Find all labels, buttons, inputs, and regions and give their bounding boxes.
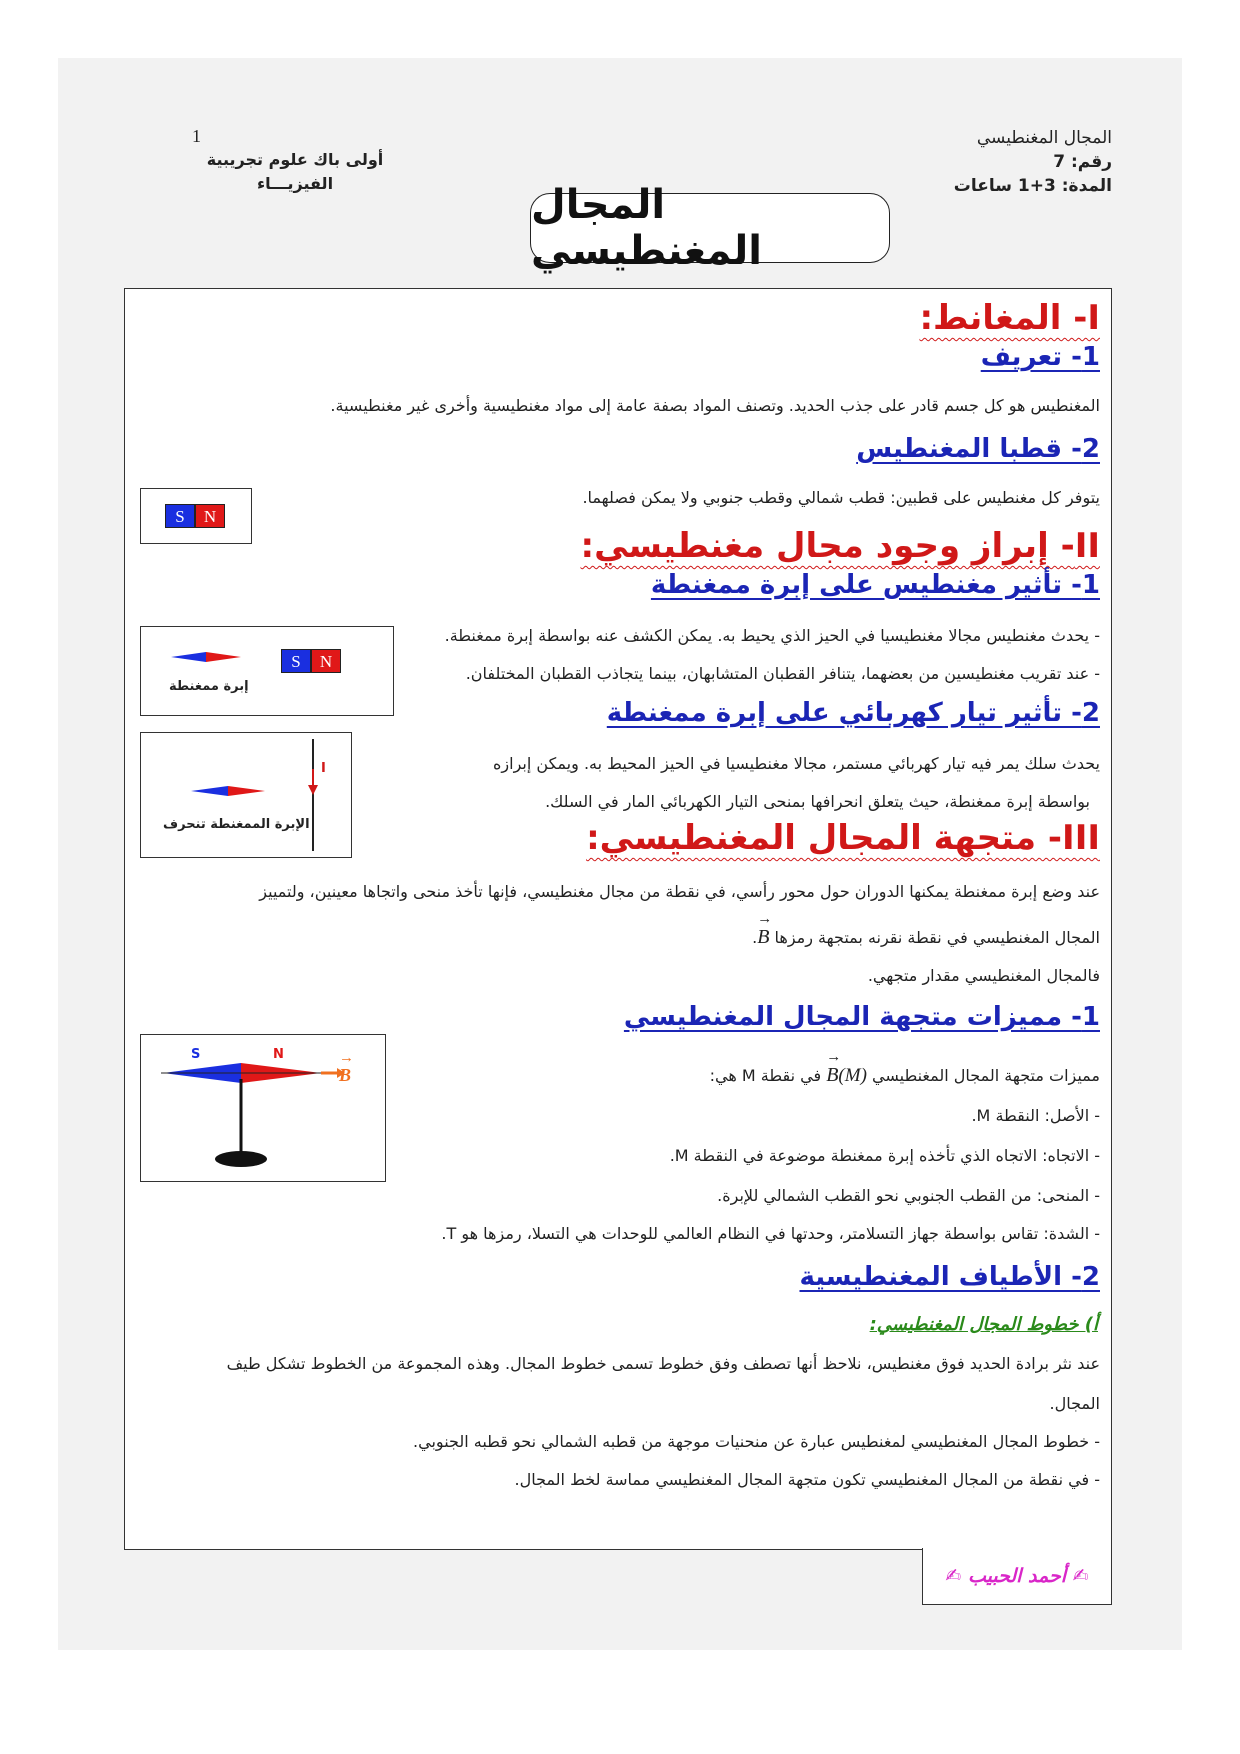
section-2-sub-2: 2- تأثير تيار كهربائي على إبرة ممغنطة	[606, 698, 1100, 728]
field-south-label: S	[191, 1047, 201, 1062]
section-2-paragraph-1: - يحدث مغنطيس مجالا مغنطيسيا في الحيز الذي يحيط به. يمكن الكشف عنه بواسطة إبرة ممغنطة.	[444, 626, 1100, 645]
list-item-sense: - المنحى: من القطب الجنوبي نحو القطب الشمالي للإبرة.	[717, 1186, 1100, 1205]
section-3-sub-2: 2- الأطياف المغنطيسية	[799, 1262, 1100, 1292]
bm-vector-symbol: → B	[826, 1064, 838, 1086]
section-3-sub-2a: أ) خطوط المجال المغنطيسي:	[869, 1314, 1098, 1335]
header-level: أولى باك علوم تجريبية	[206, 150, 384, 169]
list-item-field-lines: - خطوط المجال المغنطيسي لمغنطيس عبارة عن منحنيات موجهة من قطبه الشمالي نحو قطبه الجنوبي.	[413, 1432, 1100, 1451]
bm-vector-arg: (M)	[838, 1065, 867, 1086]
page-number: 1	[192, 126, 201, 146]
page-title: المجال المغنطيسي	[530, 193, 890, 263]
deflect-caption: الإبرة الممغنطة تنحرف	[163, 817, 310, 832]
section-3-heading: III- متجهة المجال المغنطيسي:	[586, 818, 1100, 858]
figure-field-vector	[140, 1034, 386, 1182]
section-3-sub-1: 1- مميزات متجهة المجال المغنطيسي	[623, 1002, 1100, 1032]
header-topic: المجال المغنطيسي	[976, 128, 1112, 148]
needle-fig-north-pole: N	[311, 649, 341, 673]
list-item-direction: - الاتجاه: الاتجاه الذي تأخذه إبرة ممغنطة موضوعة في النقطة M.	[669, 1146, 1100, 1165]
figure-needle-magnet	[140, 626, 394, 716]
b-vector-symbol: → B	[757, 926, 769, 948]
author-signature: ✍ أحمد الحبيب ✍	[922, 1548, 1112, 1605]
section-2-sub-1: 1- تأثير مغنطيس على إبرة ممغنطة	[650, 570, 1100, 600]
section-3-paragraph-5: عند نثر برادة الحديد فوق مغنطيس، نلاحظ أنها تصطف وفق خطوط تسمى خطوط المجال. وهذه المجموعة من الخطوط تشكل طيف	[226, 1354, 1100, 1373]
section-3-p2-text: المجال المغنطيسي في نقطة نقرنه بمتجهة رمزها	[774, 928, 1100, 947]
field-b-label: → B	[339, 1065, 351, 1086]
needle-caption: إبرة ممغنطة	[169, 679, 249, 694]
section-2-paragraph-2: - عند تقريب مغنطيسين من بعضهما، يتنافر القطبان المتشابهان، بينما يتجاذب القطبان المختلفان.	[465, 664, 1100, 683]
section-1-sub-1: 1- تعريف	[980, 342, 1100, 372]
section-1-paragraph-2: يتوفر كل مغنطيس على قطبين: قطب شمالي وقطب جنوبي ولا يمكن فصلهما.	[582, 488, 1100, 507]
magnet-south-pole: S	[165, 504, 195, 528]
list-item-magnitude: - الشدة: تقاس بواسطة جهاز التسلامتر، وحدتها في النظام العالمي للوحدات هي التسلا، رمزها هو T.	[441, 1224, 1100, 1243]
bm-vector	[826, 1066, 867, 1085]
current-label: I	[321, 761, 326, 776]
section-3-paragraph-2: المجال المغنطيسي في نقطة نقرنه بمتجهة رمزها → B.	[752, 926, 1100, 949]
wire-current-icon	[141, 733, 351, 857]
header-info	[954, 126, 1112, 198]
header-subject: الفيزيـــاء	[256, 174, 334, 193]
needle-fig-south-pole: S	[281, 649, 311, 673]
list-item-origin: - الأصل: النقطة M.	[971, 1106, 1100, 1125]
needle-icon	[171, 651, 241, 663]
section-3-paragraph-4	[710, 1064, 1100, 1087]
field-north-label: N	[273, 1047, 284, 1062]
section-2-paragraph-4: بواسطة إبرة ممغنطة، حيث يتعلق انحرافها بمنحى التيار الكهربائي المار في السلك.	[545, 792, 1090, 811]
section-3-p4-a: مميزات متجهة المجال المغنطيسي	[872, 1066, 1100, 1085]
figure-magnet	[140, 488, 252, 544]
section-1-paragraph-1: المغنطيس هو كل جسم قادر على جذب الحديد. وتصنف المواد بصفة عامة إلى مواد مغنطيسية وأخرى غير مغنطيسية.	[330, 396, 1100, 415]
section-2-paragraph-3: يحدث سلك يمر فيه تيار كهربائي مستمر، مجالا مغنطيسيا في الحيز المحيط به. ويمكن إبرازه	[493, 754, 1100, 773]
section-3-paragraph-6: المجال.	[1049, 1394, 1100, 1413]
list-item-tangent: - في نقطة من المجال المغنطيسي تكون متجهة المجال المغنطيسي مماسة لخط المجال.	[514, 1470, 1100, 1489]
section-1-heading: I- المغانط:	[919, 298, 1100, 338]
figure-wire-needle	[140, 732, 352, 858]
section-1-sub-2: 2- قطبا المغنطيس	[856, 434, 1100, 464]
magnet-north-pole: N	[195, 504, 225, 528]
header-duration: المدة: 3+1 ساعات	[953, 176, 1112, 196]
section-3-p4-b: في نقطة M هي:	[709, 1066, 822, 1085]
section-3-paragraph-1: عند وضع إبرة ممغنطة يمكنها الدوران حول محور رأسي، في نقطة من مجال مغنطيسي، فإنها تأخذ منحى واتجاها معينين، ولتمييز	[259, 882, 1100, 901]
section-2-heading: II- إبراز وجود مجال مغنطيسي:	[580, 526, 1100, 566]
section-3-paragraph-3: فالمجال المغنطيسي مقدار متجهي.	[867, 966, 1100, 985]
header-number: رقم: 7	[1053, 152, 1112, 172]
header-level-block	[200, 148, 390, 196]
